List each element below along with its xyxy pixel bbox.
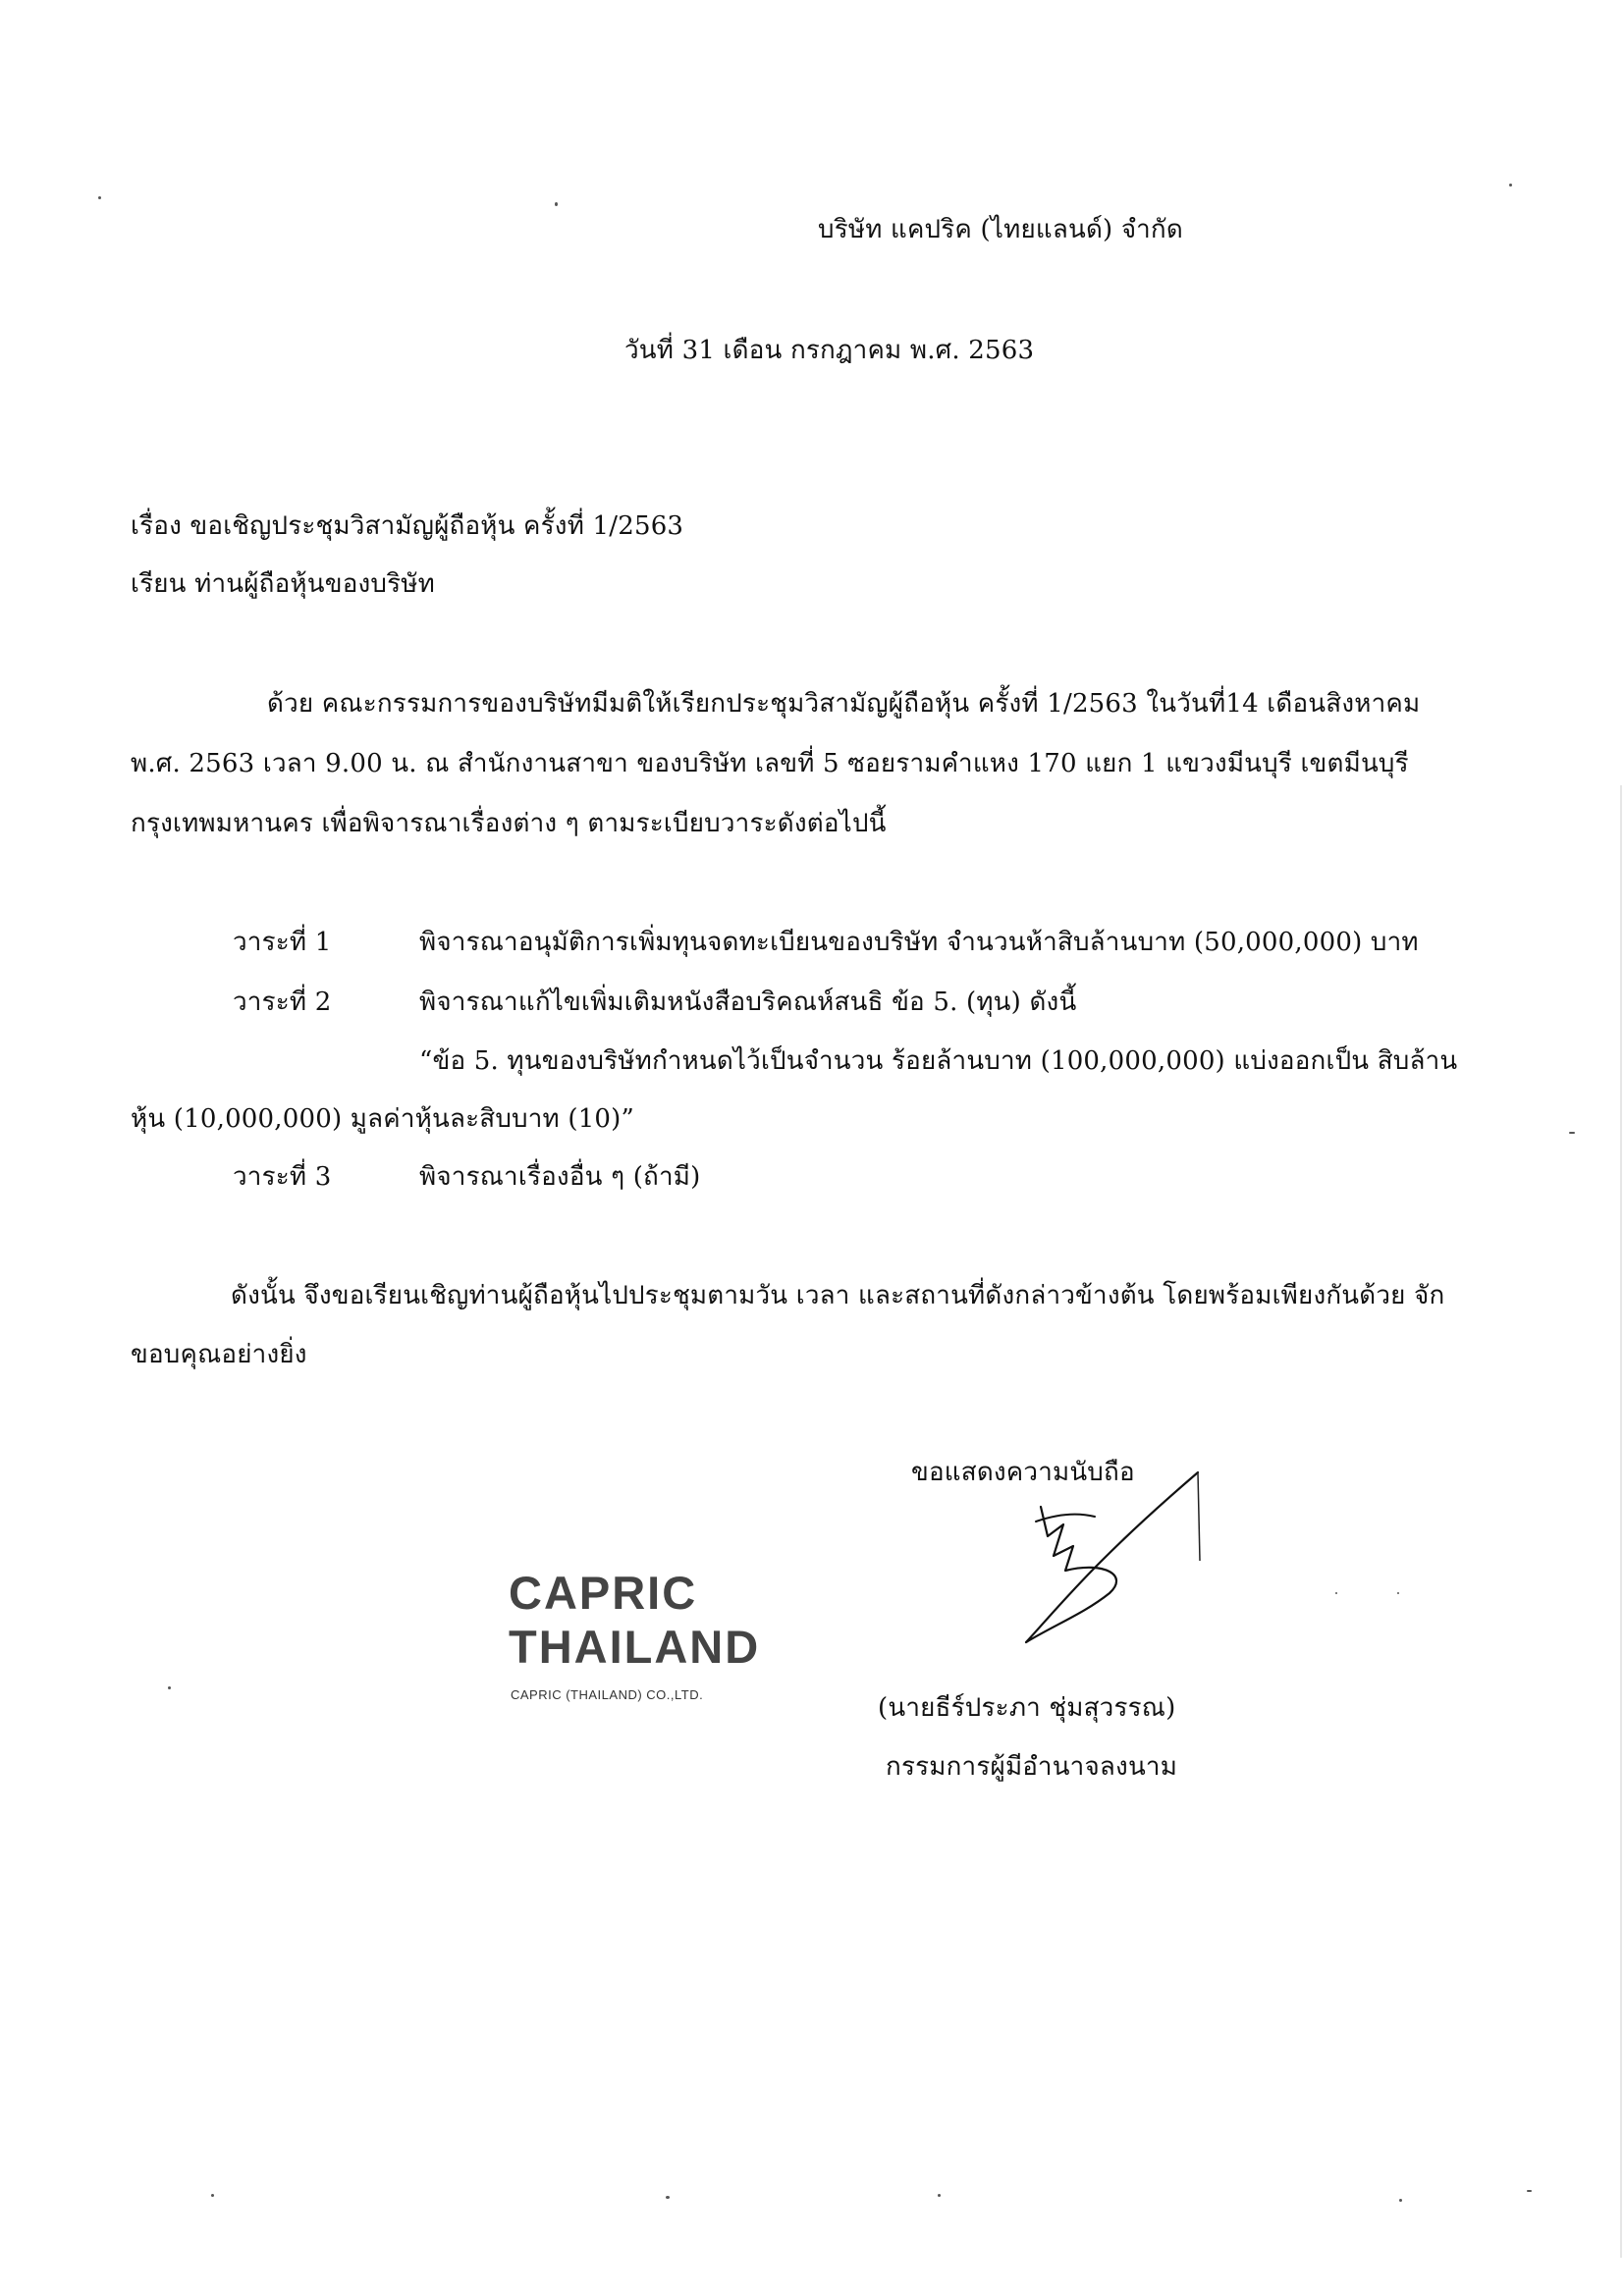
agenda-3-text: พิจารณาเรื่องอื่น ๆ (ถ้ามี): [419, 1162, 701, 1192]
agenda-3-label: วาระที่ 3: [233, 1162, 332, 1192]
quote-line-2: หุ้น (10,000,000) มูลค่าหุ้นละสิบบาท (10)”: [131, 1104, 635, 1134]
scan-speck: [1509, 184, 1512, 187]
letter-date: วันที่ 31 เดือน กรกฎาคม พ.ศ. 2563: [624, 336, 1035, 365]
signature-image: [957, 1468, 1208, 1644]
signatory-title: กรรมการผู้มีอำนาจลงนาม: [886, 1752, 1178, 1782]
scan-speck: [98, 196, 101, 199]
scan-speck: [1399, 2199, 1402, 2202]
agenda-2-text: พิจารณาแก้ไขเพิ่มเติมหนังสือบริคณห์สนธิ ข้อ 5. (ทุน) ดังนี้: [419, 988, 1077, 1017]
scan-edge-shadow: [1620, 785, 1622, 2258]
subject-line: เรื่อง ขอเชิญประชุมวิสามัญผู้ถือหุ้น ครั้งที่ 1/2563: [131, 511, 684, 541]
company-stamp-logo: [509, 1566, 764, 1713]
scan-speck: [666, 2196, 670, 2199]
quote-line-1: “ข้อ 5. ทุนของบริษัทกำหนดไว้เป็นจำนวน ร้อยล้านบาท (100,000,000) แบ่งออกเป็น สิบล้าน: [419, 1046, 1458, 1076]
scan-speck: [168, 1686, 171, 1689]
agenda-2-label: วาระที่ 2: [233, 988, 332, 1017]
closing-line-1: ดังนั้น จึงขอเรียนเชิญท่านผู้ถือหุ้นไปประชุมตามวัน เวลา และสถานที่ดังกล่าวข้างต้น โดยพร้อมเพียงกันด้วย จัก: [231, 1281, 1445, 1310]
scan-speck: [211, 2194, 214, 2197]
intro-paragraph-line-3: กรุงเทพมหานคร เพื่อพิจารณาเรื่องต่าง ๆ ตามระเบียบวาระดังต่อไปนี้: [131, 809, 887, 838]
agenda-1-label: วาระที่ 1: [233, 928, 332, 957]
intro-paragraph-line-2: พ.ศ. 2563 เวลา 9.00 น. ณ สำนักงานสาขา ของบริษัท เลขที่ 5 ซอยรามคำแหง 170 แยก 1 แขวงมีนบุรี เขตมีนบุรี: [131, 749, 1409, 778]
signatory-name: (นายธีร์ประภา ชุ่มสุวรรณ): [878, 1693, 1176, 1723]
agenda-1-text: พิจารณาอนุมัติการเพิ่มทุนจดทะเบียนของบริษัท จำนวนห้าสิบล้านบาท (50,000,000) บาท: [419, 928, 1419, 957]
stamp-company-fullname: CAPRIC (THAILAND) CO.,LTD.: [511, 1687, 704, 1702]
intro-paragraph-line-1: ด้วย คณะกรรมการของบริษัทมีมติให้เรียกประชุมวิสามัญผู้ถือหุ้น ครั้งที่ 1/2563 ในวันที่14 เดือนสิงหาคม: [267, 689, 1421, 719]
scan-speck: [1335, 1592, 1337, 1594]
stamp-logo-line-1: CAPRIC: [509, 1567, 698, 1619]
signoff-regards: ขอแสดงความนับถือ: [911, 1458, 1135, 1487]
scan-speck: [1527, 2190, 1532, 2192]
scan-speck: [1397, 1592, 1399, 1594]
addressee-line: เรียน ท่านผู้ถือหุ้นของบริษัท: [131, 569, 435, 599]
scan-speck: [938, 2194, 941, 2197]
scan-speck: [1569, 1132, 1575, 1134]
company-name: บริษัท แคปริค (ไทยแลนด์) จำกัด: [818, 215, 1183, 244]
closing-line-2: ขอบคุณอย่างยิ่ง: [131, 1340, 307, 1369]
stamp-logo-line-2: THAILAND: [509, 1621, 761, 1673]
scan-speck: [555, 202, 558, 206]
